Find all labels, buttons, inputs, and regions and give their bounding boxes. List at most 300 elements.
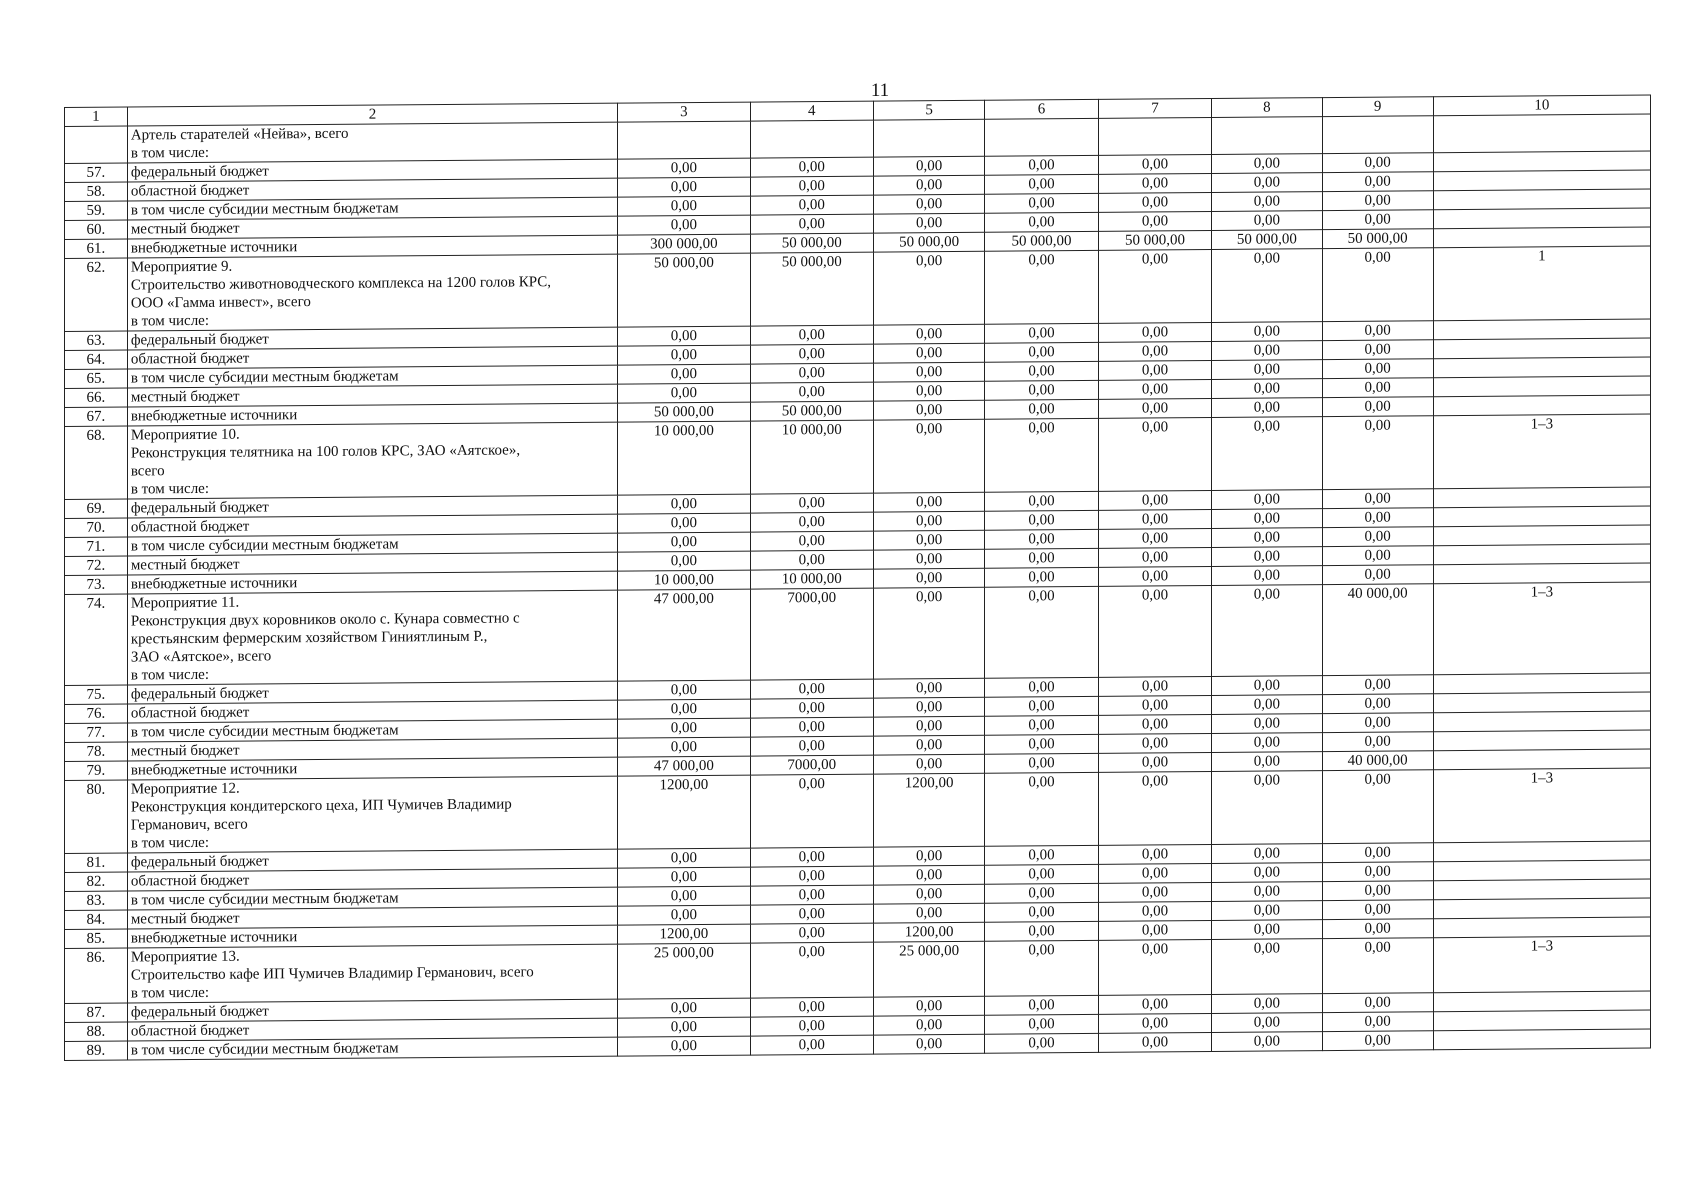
value-cell: 0,00 <box>750 512 873 532</box>
period-cell <box>1433 151 1650 172</box>
value-cell <box>618 121 750 159</box>
value-cell: 0,00 <box>1098 528 1212 548</box>
value-cell: 0,00 <box>1212 547 1322 567</box>
row-number-cell: 66. <box>65 388 128 407</box>
row-number-cell <box>65 126 128 163</box>
row-number-cell: 81. <box>65 853 128 872</box>
row-number-cell: 72. <box>65 556 128 575</box>
value-cell: 0,00 <box>1212 211 1322 231</box>
row-description-cell: федеральный бюджет <box>127 681 617 704</box>
value-cell: 0,00 <box>1212 901 1322 921</box>
value-cell: 0,00 <box>873 492 984 512</box>
period-cell <box>1433 673 1650 694</box>
value-cell: 0,00 <box>1322 993 1433 1013</box>
row-description-cell: областной бюджет <box>127 700 617 723</box>
value-cell: 0,00 <box>1322 713 1433 733</box>
row-description-cell: областной бюджет <box>127 868 617 891</box>
value-cell: 0,00 <box>873 530 984 550</box>
value-cell: 0,00 <box>1098 901 1212 921</box>
value-cell: 0,00 <box>750 531 873 551</box>
value-cell: 0,00 <box>873 381 984 401</box>
value-cell: 0,00 <box>1098 863 1212 883</box>
value-cell: 0,00 <box>985 491 1099 511</box>
value-cell: 0,00 <box>873 754 984 774</box>
value-cell: 0,00 <box>750 493 873 513</box>
value-cell: 0,00 <box>1212 490 1322 510</box>
value-cell: 0,00 <box>985 529 1099 549</box>
value-cell: 0,00 <box>1098 920 1212 940</box>
value-cell <box>1322 116 1433 154</box>
row-description-cell: местный бюджет <box>127 552 617 575</box>
row-number-cell: 58. <box>65 182 128 201</box>
value-cell: 0,00 <box>1098 566 1212 586</box>
value-cell: 0,00 <box>618 737 750 757</box>
row-description-cell: федеральный бюджет <box>127 327 617 350</box>
value-cell: 0,00 <box>1322 900 1433 920</box>
period-cell <box>1433 563 1650 584</box>
value-cell: 0,00 <box>1098 417 1212 491</box>
value-cell: 0,00 <box>985 734 1099 754</box>
value-cell: 0,00 <box>750 325 873 345</box>
value-cell: 0,00 <box>1212 1013 1322 1033</box>
value-cell: 25 000,00 <box>618 943 750 999</box>
value-cell: 0,00 <box>873 846 984 866</box>
value-cell: 0,00 <box>750 698 873 718</box>
value-cell: 0,00 <box>1098 192 1212 212</box>
value-cell: 50 000,00 <box>750 252 873 326</box>
value-cell: 0,00 <box>618 886 750 906</box>
period-cell <box>1433 749 1650 770</box>
header-cell: 6 <box>985 99 1099 119</box>
row-number-cell: 59. <box>65 201 128 220</box>
value-cell: 0,00 <box>1098 398 1212 418</box>
period-cell <box>1433 376 1650 397</box>
header-cell: 2 <box>127 103 617 126</box>
value-cell: 0,00 <box>1212 882 1322 902</box>
row-number-cell: 87. <box>65 1003 128 1022</box>
value-cell: 0,00 <box>1322 153 1433 173</box>
header-cell: 7 <box>1098 98 1212 118</box>
period-cell: 1 <box>1433 246 1650 321</box>
value-cell: 0,00 <box>1212 733 1322 753</box>
period-cell <box>1433 487 1650 508</box>
value-cell: 50 000,00 <box>1212 230 1322 250</box>
row-number-cell: 88. <box>65 1022 128 1041</box>
value-cell: 0,00 <box>873 1034 984 1054</box>
value-cell: 0,00 <box>985 323 1099 343</box>
row-description-cell: в том числе субсидии местным бюджетам <box>127 365 617 388</box>
value-cell: 0,00 <box>618 532 750 552</box>
row-number-cell: 61. <box>65 239 128 258</box>
value-cell: 0,00 <box>1212 695 1322 715</box>
row-number-cell: 64. <box>65 350 128 369</box>
header-cell: 5 <box>873 100 984 120</box>
value-cell: 0,00 <box>750 214 873 234</box>
value-cell: 50 000,00 <box>985 231 1099 251</box>
value-cell: 0,00 <box>873 324 984 344</box>
row-description-cell: Мероприятие 12. Реконструкция кондитерского цеха, ИП Чумичев Владимир Германович, всего в том числе: <box>127 776 617 853</box>
value-cell: 1200,00 <box>618 775 750 849</box>
row-description-cell: Мероприятие 11. Реконструкция двух коровников около с. Кунара совместно с крестьянским фермерским хозяйством Гиниятлиным Р., ЗАО «Аятское», всего в том числе: <box>127 590 617 685</box>
value-cell: 1200,00 <box>873 922 984 942</box>
value-cell: 0,00 <box>618 680 750 700</box>
value-cell: 50 000,00 <box>1322 229 1433 249</box>
value-cell: 0,00 <box>873 511 984 531</box>
value-cell: 0,00 <box>985 1014 1099 1034</box>
value-cell: 0,00 <box>618 998 750 1018</box>
value-cell: 0,00 <box>1322 843 1433 863</box>
period-cell <box>1433 170 1650 191</box>
value-cell: 0,00 <box>1322 675 1433 695</box>
row-description-cell: внебюджетные источники <box>127 235 617 258</box>
row-number-cell: 69. <box>65 499 128 518</box>
value-cell: 0,00 <box>1212 528 1322 548</box>
value-cell: 0,00 <box>750 866 873 886</box>
header-cell: 10 <box>1433 95 1650 116</box>
row-description-cell: федеральный бюджет <box>127 495 617 518</box>
value-cell: 0,00 <box>750 157 873 177</box>
value-cell: 0,00 <box>750 997 873 1017</box>
row-description-cell: в том числе субсидии местным бюджетам <box>127 197 617 220</box>
value-cell: 0,00 <box>1212 379 1322 399</box>
row-description-cell: Артель старателей «Нейва», всего в том числе: <box>127 122 617 163</box>
row-number-cell: 76. <box>65 704 128 723</box>
value-cell: 0,00 <box>873 678 984 698</box>
period-cell <box>1433 1029 1650 1050</box>
header-cell: 8 <box>1212 98 1322 118</box>
row-description-cell: федеральный бюджет <box>127 999 617 1022</box>
value-cell: 0,00 <box>873 362 984 382</box>
period-cell <box>1433 114 1650 153</box>
header-cell: 3 <box>618 102 750 122</box>
value-cell: 0,00 <box>985 845 1099 865</box>
value-cell: 0,00 <box>985 193 1099 213</box>
value-cell: 50 000,00 <box>618 253 750 327</box>
value-cell: 50 000,00 <box>1098 230 1212 250</box>
value-cell: 0,00 <box>1098 771 1212 845</box>
value-cell: 0,00 <box>985 995 1099 1015</box>
value-cell: 0,00 <box>985 250 1099 324</box>
row-number-cell: 86. <box>65 948 128 1003</box>
value-cell: 0,00 <box>1212 249 1322 323</box>
value-cell: 0,00 <box>750 942 873 998</box>
header-cell: 4 <box>750 101 873 121</box>
period-cell <box>1433 917 1650 938</box>
row-number-cell: 82. <box>65 872 128 891</box>
period-cell <box>1433 730 1650 751</box>
value-cell: 0,00 <box>1322 172 1433 192</box>
value-cell: 0,00 <box>1322 919 1433 939</box>
value-cell: 0,00 <box>1212 509 1322 529</box>
value-cell: 0,00 <box>873 716 984 736</box>
value-cell: 0,00 <box>1098 173 1212 193</box>
value-cell: 10 000,00 <box>750 420 873 494</box>
value-cell: 7000,00 <box>750 588 873 680</box>
value-cell: 0,00 <box>618 848 750 868</box>
value-cell: 0,00 <box>618 196 750 216</box>
period-cell <box>1433 860 1650 881</box>
row-description-cell: местный бюджет <box>127 384 617 407</box>
value-cell: 0,00 <box>1322 565 1433 585</box>
row-number-cell: 80. <box>65 780 128 853</box>
period-cell <box>1433 338 1650 359</box>
value-cell: 0,00 <box>1212 1032 1322 1052</box>
value-cell: 0,00 <box>985 677 1099 697</box>
value-cell: 0,00 <box>985 696 1099 716</box>
row-description-cell: внебюджетные источники <box>127 403 617 426</box>
value-cell: 0,00 <box>618 718 750 738</box>
value-cell: 0,00 <box>985 418 1099 492</box>
table-row <box>65 414 1651 499</box>
value-cell: 0,00 <box>1212 566 1322 586</box>
value-cell: 7000,00 <box>750 755 873 775</box>
value-cell: 0,00 <box>1212 939 1322 995</box>
value-cell: 0,00 <box>1098 676 1212 696</box>
row-description-cell: внебюджетные источники <box>127 757 617 780</box>
value-cell: 0,00 <box>985 864 1099 884</box>
row-description-cell: Мероприятие 13. Строительство кафе ИП Чумичев Владимир Германович, всего в том числе: <box>127 944 617 1003</box>
value-cell: 0,00 <box>1322 359 1433 379</box>
value-cell: 0,00 <box>750 774 873 848</box>
value-cell: 40 000,00 <box>1322 751 1433 771</box>
row-description-cell: федеральный бюджет <box>127 849 617 872</box>
value-cell: 0,00 <box>750 1016 873 1036</box>
value-cell: 0,00 <box>1098 1032 1212 1052</box>
period-cell <box>1433 525 1650 546</box>
row-number-cell: 71. <box>65 537 128 556</box>
value-cell: 0,00 <box>1098 322 1212 342</box>
row-description-cell: Мероприятие 10. Реконструкция телятника на 100 голов КРС, ЗАО «Аятское», всего в том числе: <box>127 422 617 499</box>
value-cell: 0,00 <box>873 175 984 195</box>
period-cell <box>1433 227 1650 248</box>
header-cell: 1 <box>65 107 128 126</box>
value-cell: 0,00 <box>1098 882 1212 902</box>
value-cell: 0,00 <box>1098 360 1212 380</box>
value-cell: 0,00 <box>1098 249 1212 323</box>
table-row <box>65 582 1651 685</box>
value-cell: 0,00 <box>750 176 873 196</box>
period-cell <box>1433 991 1650 1012</box>
value-cell: 0,00 <box>873 697 984 717</box>
value-cell <box>1098 117 1212 155</box>
row-description-cell: внебюджетные источники <box>127 571 617 594</box>
value-cell: 1200,00 <box>873 773 984 847</box>
value-cell: 0,00 <box>1212 863 1322 883</box>
value-cell <box>750 120 873 158</box>
value-cell: 0,00 <box>1322 694 1433 714</box>
value-cell: 0,00 <box>1098 490 1212 510</box>
period-cell <box>1433 395 1650 416</box>
value-cell: 0,00 <box>618 177 750 197</box>
value-cell: 0,00 <box>618 326 750 346</box>
value-cell: 0,00 <box>1098 733 1212 753</box>
row-number-cell: 68. <box>65 426 128 499</box>
value-cell: 0,00 <box>1098 154 1212 174</box>
value-cell: 0,00 <box>1098 585 1212 677</box>
value-cell: 0,00 <box>1098 844 1212 864</box>
value-cell: 0,00 <box>873 343 984 363</box>
value-cell <box>985 118 1099 156</box>
value-cell: 0,00 <box>750 885 873 905</box>
page-number: 11 <box>870 80 890 101</box>
row-description-cell: областной бюджет <box>127 514 617 537</box>
value-cell: 0,00 <box>750 344 873 364</box>
value-cell: 0,00 <box>618 215 750 235</box>
value-cell: 0,00 <box>873 156 984 176</box>
value-cell: 0,00 <box>1212 585 1322 677</box>
row-number-cell: 78. <box>65 742 128 761</box>
row-description-cell: областной бюджет <box>127 1018 617 1041</box>
value-cell: 0,00 <box>985 902 1099 922</box>
row-number-cell: 70. <box>65 518 128 537</box>
value-cell: 0,00 <box>1098 994 1212 1014</box>
value-cell: 0,00 <box>750 904 873 924</box>
value-cell: 0,00 <box>1212 173 1322 193</box>
value-cell: 0,00 <box>873 213 984 233</box>
value-cell: 0,00 <box>1098 695 1212 715</box>
row-number-cell: 74. <box>65 594 128 685</box>
row-number-cell: 57. <box>65 163 128 182</box>
value-cell: 0,00 <box>1212 322 1322 342</box>
value-cell: 0,00 <box>618 345 750 365</box>
value-cell: 10 000,00 <box>618 570 750 590</box>
value-cell: 0,00 <box>985 380 1099 400</box>
row-description-cell: местный бюджет <box>127 738 617 761</box>
row-number-cell: 60. <box>65 220 128 239</box>
period-cell <box>1433 711 1650 732</box>
row-number-cell: 75. <box>65 685 128 704</box>
value-cell: 0,00 <box>1322 489 1433 509</box>
value-cell: 0,00 <box>1322 210 1433 230</box>
value-cell: 0,00 <box>750 363 873 383</box>
value-cell <box>873 119 984 157</box>
value-cell: 0,00 <box>1098 547 1212 567</box>
value-cell: 50 000,00 <box>750 401 873 421</box>
value-cell: 0,00 <box>1212 398 1322 418</box>
value-cell: 0,00 <box>985 772 1099 846</box>
value-cell: 0,00 <box>873 400 984 420</box>
value-cell: 0,00 <box>1322 397 1433 417</box>
value-cell: 0,00 <box>1322 1012 1433 1032</box>
value-cell: 0,00 <box>1212 844 1322 864</box>
value-cell: 0,00 <box>1098 341 1212 361</box>
value-cell: 0,00 <box>1322 938 1433 994</box>
period-cell <box>1433 357 1650 378</box>
value-cell: 0,00 <box>873 568 984 588</box>
period-cell <box>1433 879 1650 900</box>
value-cell: 0,00 <box>1212 676 1322 696</box>
value-cell: 0,00 <box>873 884 984 904</box>
value-cell: 0,00 <box>1322 416 1433 490</box>
value-cell: 0,00 <box>1098 1013 1212 1033</box>
value-cell: 0,00 <box>1322 191 1433 211</box>
value-cell: 0,00 <box>1322 881 1433 901</box>
period-cell <box>1433 208 1650 229</box>
value-cell: 0,00 <box>1322 340 1433 360</box>
value-cell: 0,00 <box>750 736 873 756</box>
row-number-cell: 63. <box>65 331 128 350</box>
value-cell: 40 000,00 <box>1322 584 1433 676</box>
value-cell: 0,00 <box>1098 211 1212 231</box>
value-cell: 0,00 <box>1098 714 1212 734</box>
row-number-cell: 79. <box>65 761 128 780</box>
value-cell: 0,00 <box>618 494 750 514</box>
value-cell: 0,00 <box>1322 732 1433 752</box>
value-cell: 0,00 <box>618 364 750 384</box>
value-cell: 0,00 <box>1322 862 1433 882</box>
row-number-cell: 84. <box>65 910 128 929</box>
value-cell: 0,00 <box>985 567 1099 587</box>
value-cell: 0,00 <box>1212 192 1322 212</box>
value-cell: 0,00 <box>750 923 873 943</box>
value-cell: 0,00 <box>873 903 984 923</box>
period-cell <box>1433 692 1650 713</box>
value-cell: 0,00 <box>985 342 1099 362</box>
value-cell: 0,00 <box>873 419 984 493</box>
value-cell: 0,00 <box>1098 752 1212 772</box>
value-cell: 0,00 <box>618 513 750 533</box>
value-cell: 0,00 <box>618 383 750 403</box>
value-cell: 0,00 <box>1212 417 1322 491</box>
value-cell: 0,00 <box>985 921 1099 941</box>
value-cell: 0,00 <box>750 195 873 215</box>
value-cell: 0,00 <box>1212 154 1322 174</box>
value-cell: 0,00 <box>618 1017 750 1037</box>
value-cell: 10 000,00 <box>618 421 750 495</box>
value-cell: 0,00 <box>873 549 984 569</box>
value-cell: 0,00 <box>750 382 873 402</box>
row-description-cell: внебюджетные источники <box>127 925 617 948</box>
value-cell: 0,00 <box>750 847 873 867</box>
value-cell: 0,00 <box>618 699 750 719</box>
row-number-cell: 65. <box>65 369 128 388</box>
value-cell: 0,00 <box>985 753 1099 773</box>
value-cell: 0,00 <box>873 996 984 1016</box>
value-cell: 0,00 <box>1322 321 1433 341</box>
row-number-cell: 67. <box>65 407 128 426</box>
table-row <box>65 768 1651 853</box>
value-cell: 0,00 <box>985 155 1099 175</box>
value-cell: 0,00 <box>873 194 984 214</box>
value-cell: 0,00 <box>1212 920 1322 940</box>
header-cell: 9 <box>1322 97 1433 117</box>
value-cell: 0,00 <box>618 158 750 178</box>
row-number-cell: 83. <box>65 891 128 910</box>
row-description-cell: Мероприятие 9. Строительство животноводческого комплекса на 1200 голов КРС, ООО «Гамма инвест», всего в том числе: <box>127 254 617 331</box>
row-description-cell: областной бюджет <box>127 178 617 201</box>
value-cell: 0,00 <box>873 735 984 755</box>
row-description-cell: федеральный бюджет <box>127 159 617 182</box>
value-cell: 0,00 <box>750 550 873 570</box>
value-cell: 1200,00 <box>618 924 750 944</box>
budget-table <box>64 95 1651 1061</box>
value-cell: 300 000,00 <box>618 234 750 254</box>
value-cell: 0,00 <box>1322 508 1433 528</box>
value-cell: 0,00 <box>618 551 750 571</box>
value-cell: 0,00 <box>985 940 1099 996</box>
value-cell: 0,00 <box>1212 994 1322 1014</box>
value-cell: 0,00 <box>1212 714 1322 734</box>
value-cell: 50 000,00 <box>750 233 873 253</box>
row-number-cell: 73. <box>65 575 128 594</box>
period-cell <box>1433 898 1650 919</box>
row-description-cell: в том числе субсидии местным бюджетам <box>127 887 617 910</box>
value-cell: 0,00 <box>985 212 1099 232</box>
value-cell: 0,00 <box>985 399 1099 419</box>
value-cell: 0,00 <box>750 717 873 737</box>
row-number-cell: 89. <box>65 1041 128 1060</box>
period-cell <box>1433 319 1650 340</box>
